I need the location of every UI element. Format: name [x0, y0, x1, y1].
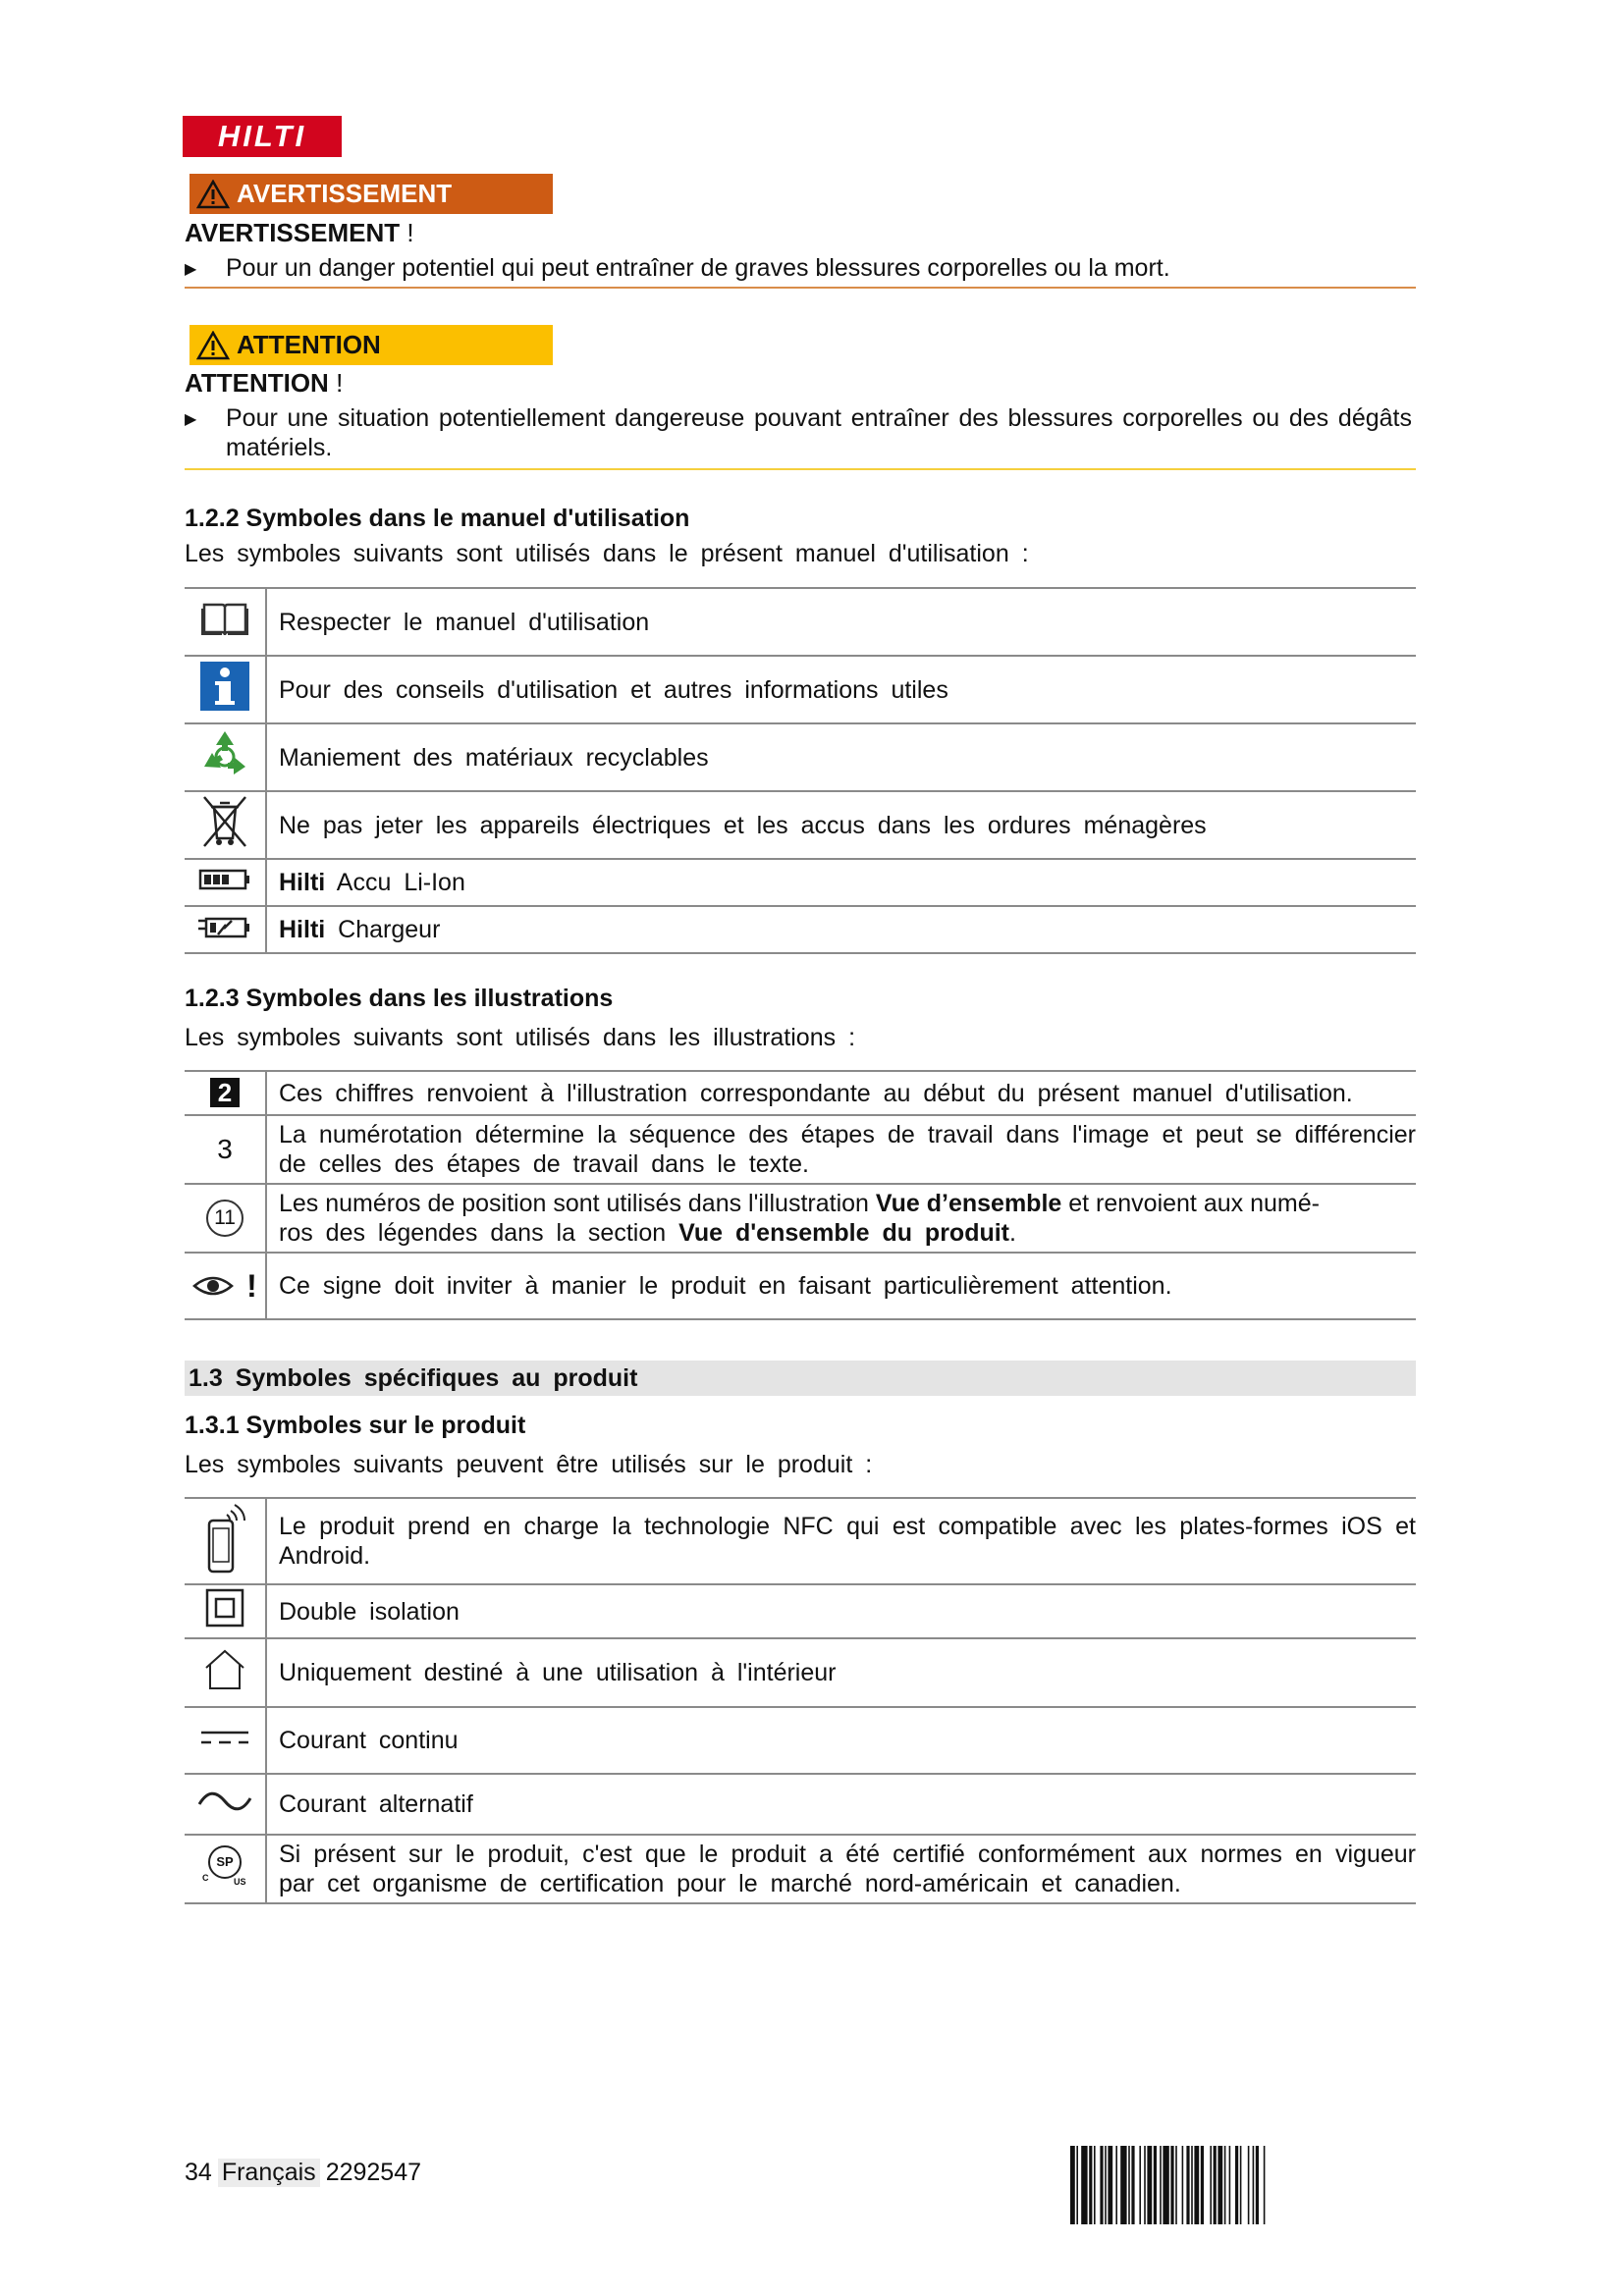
barcode-bar [1201, 2146, 1204, 2224]
barcode-bar [1105, 2146, 1107, 2224]
caution-excl: ! [336, 368, 344, 398]
product-symbols-table [185, 1497, 1416, 1904]
csa-c-mark: C [202, 1873, 209, 1883]
barcode-bar [1160, 2146, 1162, 2224]
barcode-bar [1170, 2146, 1173, 2224]
table-row [185, 1498, 1416, 1584]
barcode-bar [1089, 2146, 1092, 2224]
manual-symbols-intro: Les symboles suivants sont utilisés dans le présent manuel d'utilisation : [185, 540, 1029, 567]
manual-symbols-table [185, 587, 1416, 954]
brand-name: Hilti [279, 916, 326, 943]
footer-language: Français [218, 2159, 320, 2187]
table-row [185, 859, 1416, 906]
symbol-text: Les numéros de position sont utilisés dans l'illustration [279, 1190, 876, 1217]
warning-badge [189, 174, 553, 214]
figure-number-glyph: 2 [210, 1078, 240, 1107]
table-row [185, 1638, 1416, 1707]
warning-title [185, 218, 414, 248]
warning-excl: ! [406, 218, 414, 247]
barcode-bar [1154, 2146, 1157, 2224]
brand-name: Hilti [279, 869, 326, 896]
barcode-bar [1115, 2146, 1117, 2224]
symbol-text: et renvoient aux numé- [1061, 1190, 1320, 1217]
barcode-bar [1256, 2146, 1259, 2224]
battery-icon [185, 859, 266, 906]
symbol-description [266, 1184, 1416, 1253]
barcode-bar [1108, 2146, 1112, 2224]
barcode-bar [1070, 2146, 1075, 2224]
recycle-icon [185, 723, 266, 791]
warning-title-text: AVERTISSEMENT [185, 218, 401, 247]
csa-cert-icon [185, 1835, 266, 1903]
table-row [185, 1253, 1416, 1319]
info-icon [185, 656, 266, 723]
symbol-description [266, 1115, 1416, 1184]
caution-bullet [185, 403, 1412, 462]
hilti-logo: HILTI [183, 116, 342, 157]
section-title-product-symbols: 1.3 Symboles spécifiques au produit [189, 1364, 638, 1392]
table-row [185, 1584, 1416, 1638]
barcode-bar [1235, 2146, 1238, 2224]
doc-number: 2292547 [325, 2159, 422, 2186]
symbol-description: Maniement des matériaux recyclables [266, 723, 1416, 791]
symbol-text: ros des légendes dans la section [279, 1219, 679, 1247]
symbol-text: Chargeur [338, 916, 441, 943]
csa-logo-glyph: SP [208, 1845, 242, 1879]
barcode-bar [1214, 2146, 1217, 2224]
symbol-description [266, 1835, 1416, 1903]
caution-title-text: ATTENTION [185, 368, 329, 398]
barcode-bar [1240, 2146, 1242, 2224]
barcode-bar [1253, 2146, 1255, 2224]
section-title-symbols-on-product: 1.3.1 Symboles sur le produit [185, 1412, 526, 1439]
eye-attention-icon [185, 1253, 266, 1319]
barcode-bar [1194, 2146, 1199, 2224]
section-title-illustration-symbols: 1.2.3 Symboles dans les illustrations [185, 985, 614, 1012]
figure-number-icon [185, 1071, 266, 1115]
symbol-description [266, 906, 1416, 953]
charger-icon [185, 906, 266, 953]
barcode-bar [1081, 2146, 1087, 2224]
position-number-icon [185, 1184, 266, 1253]
barcode-bar [1264, 2146, 1266, 2224]
table-row [185, 906, 1416, 953]
step-number-glyph: 3 [217, 1134, 233, 1164]
barcode-bar [1147, 2146, 1152, 2224]
barcode-bar [1248, 2146, 1250, 2224]
barcode-bar [1175, 2146, 1177, 2224]
symbol-description [266, 1071, 1416, 1115]
symbol-description: Uniquement destiné à une utilisation à l'intérieur [266, 1638, 1416, 1707]
warning-text: Pour un danger potentiel qui peut entraîner de graves blessures corporelles ou la mort. [226, 254, 1170, 282]
barcode-bar [1128, 2146, 1130, 2224]
barcode-bar [1163, 2146, 1168, 2224]
symbol-description: Respecter le manuel d'utilisation [266, 588, 1416, 656]
illustration-symbols-table [185, 1070, 1416, 1320]
attention-glyph: ! [246, 1267, 257, 1304]
caution-badge-label: ATTENTION [237, 330, 381, 359]
barcode-bar [1224, 2146, 1226, 2224]
barcode [1070, 2146, 1412, 2224]
barcode-bar [1076, 2146, 1078, 2224]
barcode-bar [1144, 2146, 1146, 2224]
symbol-text: La numérotation détermine la séquence des étapes de travail dans l'image et peut se différencier de celles des étapes de travail dans le texte. [279, 1121, 1416, 1178]
barcode-bar [1139, 2146, 1141, 2224]
position-number-glyph: 11 [206, 1200, 244, 1237]
symbol-text: Ces chiffres renvoient à l'illustration correspondante au début du présent manuel d'utilisation. [279, 1079, 1353, 1107]
barcode-bar [1191, 2146, 1193, 2224]
csa-us-mark: US [234, 1877, 246, 1887]
table-row [185, 1184, 1416, 1253]
symbol-description [266, 1498, 1416, 1584]
barcode-bar [1229, 2146, 1231, 2224]
symbol-description [266, 859, 1416, 906]
symbol-text: . [1009, 1219, 1016, 1247]
symbol-text: Le produit prend en charge la technologie NFC qui est compatible avec les plates-formes iOS et Android. [279, 1513, 1416, 1570]
table-row [185, 588, 1416, 656]
section-band-product-symbols [185, 1361, 1416, 1396]
symbol-description: Ce signe doit inviter à manier le produit en faisant particulièrement attention. [266, 1253, 1416, 1319]
table-row [185, 1835, 1416, 1903]
barcode-bar [1120, 2146, 1126, 2224]
table-row [185, 1707, 1416, 1774]
emphasis-text: Vue d’ensemble [875, 1190, 1062, 1217]
symbol-description: Double isolation [266, 1584, 1416, 1638]
symbol-text: Accu Li-Ion [336, 869, 465, 896]
double-insulation-icon [185, 1584, 266, 1638]
section-title-manual-symbols: 1.2.2 Symboles dans le manuel d'utilisation [185, 505, 690, 532]
table-row [185, 656, 1416, 723]
illustration-symbols-intro: Les symboles suivants sont utilisés dans les illustrations : [185, 1024, 856, 1051]
manual-book-icon [185, 588, 266, 656]
table-row [185, 723, 1416, 791]
crossed-bin-icon [185, 791, 266, 859]
table-row [185, 1071, 1416, 1115]
symbol-description: Pour des conseils d'utilisation et autres informations utiles [266, 656, 1416, 723]
symbol-description: Courant continu [266, 1707, 1416, 1774]
warning-badge-label: AVERTISSEMENT [237, 179, 453, 208]
barcode-bar [1186, 2146, 1189, 2224]
warning-bullet [185, 253, 1412, 283]
barcode-bar [1100, 2146, 1103, 2224]
bullet-arrow-icon: ▶ [185, 261, 197, 278]
symbol-text: Si présent sur le produit, c'est que le produit a été certifié conformément aux normes en vigueur par cet organisme de certification pour le marché nord-américain et canadien. [279, 1841, 1416, 1897]
barcode-bar [1210, 2146, 1212, 2224]
table-row [185, 1115, 1416, 1184]
symbol-description: Ne pas jeter les appareils électriques et les accus dans les ordures ménagères [266, 791, 1416, 859]
barcode-bar [1094, 2146, 1096, 2224]
indoor-house-icon [185, 1638, 266, 1707]
product-symbols-intro: Les symboles suivants peuvent être utilisés sur le produit : [185, 1451, 873, 1478]
barcode-bar [1218, 2146, 1222, 2224]
nfc-phone-icon [185, 1498, 266, 1584]
emphasis-text: Vue d'ensemble du produit [678, 1219, 1010, 1247]
caution-text: Pour une situation potentiellement dangereuse pouvant entraîner des blessures corporelles ou des dégâts matériels. [226, 404, 1412, 461]
step-number-icon [185, 1115, 266, 1184]
page-footer [185, 2159, 421, 2187]
caution-triangle-icon [189, 325, 237, 365]
alternating-current-icon [185, 1774, 266, 1835]
warning-triangle-icon [189, 174, 237, 214]
direct-current-icon [185, 1707, 266, 1774]
page-number: 34 [185, 2159, 212, 2186]
table-row [185, 791, 1416, 859]
symbol-description: Courant alternatif [266, 1774, 1416, 1835]
barcode-bar [1131, 2146, 1134, 2224]
caution-divider [185, 468, 1416, 470]
barcode-bar [1182, 2146, 1184, 2224]
bullet-arrow-icon: ▶ [185, 411, 197, 428]
table-row [185, 1774, 1416, 1835]
caution-badge [189, 325, 553, 365]
warning-divider [185, 287, 1416, 289]
caution-title [185, 368, 343, 399]
